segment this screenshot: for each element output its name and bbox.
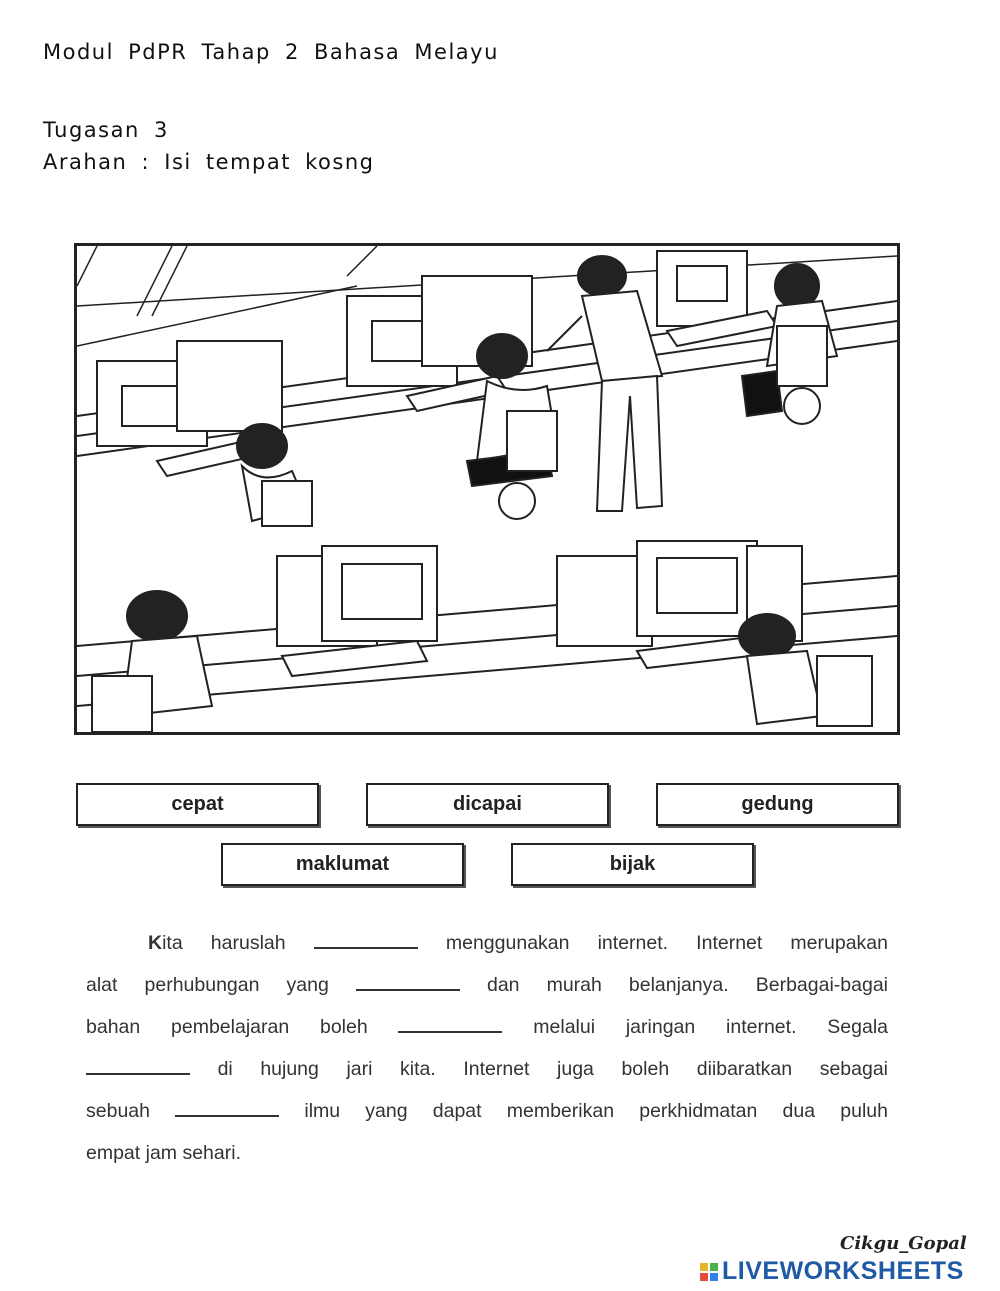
logo-square-icon	[710, 1263, 718, 1271]
passage-text: di hujung jari kita. Internet juga boleh diibaratkan sebagai	[217, 1058, 888, 1080]
passage-text: sebuah	[86, 1100, 150, 1122]
author-credit: Cikgu_Gopal	[840, 1233, 967, 1254]
logo-squares-icon	[700, 1263, 718, 1281]
word-bank-item[interactable]: gedung	[656, 783, 899, 826]
logo-square-icon	[710, 1273, 718, 1281]
passage-line	[86, 1048, 888, 1090]
passage-line	[86, 964, 888, 1006]
passage-line	[86, 922, 888, 964]
passage-text: K	[148, 932, 163, 954]
liveworksheets-logo[interactable]	[700, 1257, 964, 1286]
instruction-text: Arahan : Isi tempat kosng	[43, 150, 375, 174]
passage-text: alat perhubungan yang	[86, 974, 329, 996]
task-label: Tugasan 3	[43, 118, 169, 142]
word-bank-item[interactable]: dicapai	[366, 783, 609, 826]
module-title: Modul PdPR Tahap 2 Bahasa Melayu	[43, 40, 499, 64]
brand-name: LIVEWORKSHEETS	[722, 1257, 964, 1285]
passage-text: melalui jaringan internet. Segala	[533, 1016, 888, 1038]
passage-text: ita haruslah	[162, 932, 286, 954]
blank-field[interactable]	[86, 1057, 190, 1075]
blank-field[interactable]	[314, 931, 418, 949]
passage-text: empat jam sehari.	[86, 1142, 241, 1164]
passage-text: menggunakan internet. Internet merupakan	[445, 932, 888, 954]
logo-square-icon	[700, 1273, 708, 1281]
computer-lab-illustration	[74, 243, 900, 735]
passage-text: dan murah belanjanya. Berbagai-bagai	[486, 974, 888, 996]
blank-field[interactable]	[398, 1015, 502, 1033]
blank-field[interactable]	[175, 1099, 279, 1117]
word-bank-item[interactable]: cepat	[76, 783, 319, 826]
monitor-icon	[277, 541, 802, 646]
passage-text: ilmu yang dapat memberikan perkhidmatan dua puluh	[304, 1100, 888, 1122]
passage-line	[86, 1132, 888, 1174]
fill-in-passage	[86, 922, 888, 1174]
blank-field[interactable]	[356, 973, 460, 991]
passage-line	[86, 1090, 888, 1132]
passage-text: bahan pembelajaran boleh	[86, 1016, 368, 1038]
passage-line	[86, 1006, 888, 1048]
teacher-icon	[547, 256, 662, 511]
logo-square-icon	[700, 1263, 708, 1271]
word-bank-item[interactable]: maklumat	[221, 843, 464, 886]
word-bank-item[interactable]: bijak	[511, 843, 754, 886]
